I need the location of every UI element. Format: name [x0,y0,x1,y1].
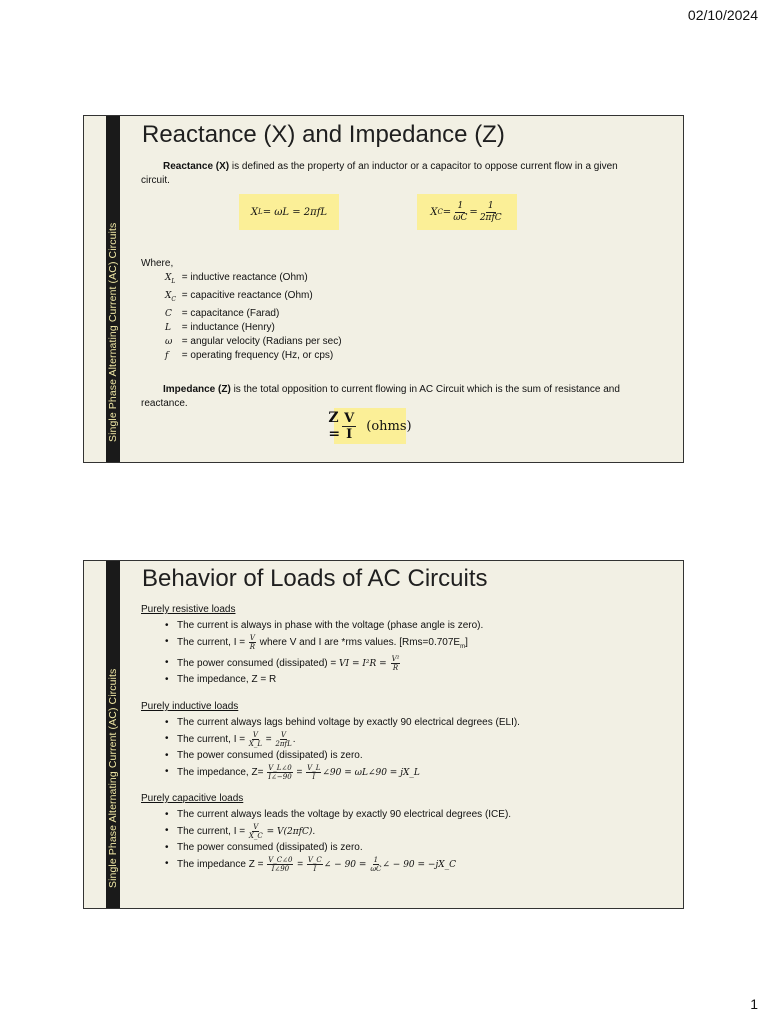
list-item: • The current always leads the voltage by exactly 90 electrical degrees (ICE). [177,807,653,823]
formula-subscript: L [258,208,263,216]
section-heading: Purely resistive loads [141,604,236,615]
definition-row: ω = angular velocity (Radians per sec) [165,335,342,347]
section-heading: Purely capacitive loads [141,793,244,804]
sidebar-text: Single Phase Alternating Current (AC) Circuits [107,668,119,888]
slide-title: Behavior of Loads of AC Circuits [142,565,488,592]
slide-title: Reactance (X) and Impedance (Z) [142,121,505,148]
definition-row: C = capacitance (Farad) [165,307,280,319]
impedance-formula [328,408,412,444]
slide-behavior-of-loads [83,560,684,909]
list-item: • The power consumed (dissipated) is zero. [177,840,653,856]
slide-sidebar [106,116,120,462]
inductive-reactance-formula [239,194,339,230]
list-item: • The current, I = $\frac{V}{R}$ where V and I are *rms values. $[Rms=0.707E_m]$ [177,634,653,655]
list-item: • The impedance, Z= $\frac{V\_L\angle 0}{I\angle-90}$ = $\frac{V\_L}{I}$ ∠90 = ωL∠90 = jX_L [177,764,653,781]
formula-symbol: X [250,206,259,218]
list-item: • The current always lags behind voltage by exactly 90 electrical degrees (ELI). [177,715,653,731]
impedance-definition [141,383,641,411]
list-item: • The current, I = $\frac{V}{X\_C}$ = V(2πfC). [177,823,653,840]
formula-subscript: C [437,208,443,216]
formula-symbol: Z = [328,410,341,442]
resistive-loads-section [141,602,653,688]
list-item: • The impedance, Z = R [177,672,653,688]
formula-unit: (ohms) [366,418,412,434]
reactance-term: Reactance (X) [163,161,230,172]
sidebar-text: Single Phase Alternating Current (AC) Circuits [107,222,119,442]
inductive-loads-section [141,699,653,781]
capacitive-reactance-formula [417,194,517,230]
page-date: 02/10/2024 [687,7,758,23]
definition-row: $X_L$ = inductive reactance (Ohm) [165,272,308,285]
formula-symbol: X [430,206,438,218]
page-number: 1 [750,996,758,1012]
section-heading: Purely inductive loads [141,701,239,712]
fraction: $\frac{V}{I}$ [344,410,355,442]
where-label: Where, [141,258,174,269]
slide-sidebar [106,561,120,908]
list-item: • The current, I = $\frac{V}{X\_L}$ = V 2πfL . [177,731,653,748]
formula-equals: = [442,206,452,218]
slide-reactance-impedance [83,115,684,463]
list-item: • The current is always in phase with the voltage (phase angle is zero). [177,618,653,634]
definition-row: $X_C$ = capacitive reactance (Ohm) [165,289,313,303]
formula-expression: = ωL = 2πfL [262,206,328,218]
fraction: $\frac{1}{\omega C}$ [453,200,468,223]
list-item: • The power consumed (dissipated) = VI = I²R = $\frac{\text{V²}}{R}$ [177,655,653,672]
reactance-definition [141,160,641,188]
impedance-text: is the total opposition to current flowing in AC Circuit which is the sum of resistance and reactance. [141,384,620,409]
reactance-text: is defined as the property of an inductor or a capacitor to oppose current flow in a given circuit. [141,161,618,186]
definitions-list [141,257,342,363]
list-item: • The impedance Z = $\frac{V\_C\angle 0}{I\angle 90}$ = $\frac{V\_C}{I}$ ∠ − 90 = $\frac{1}{\omega C}$ ∠ − 90 = −jX_C [177,856,653,873]
list-item: • The power consumed (dissipated) is zero. [177,748,653,764]
capacitive-loads-section [141,791,653,873]
impedance-term: Impedance (Z) [163,384,231,395]
fraction: $\frac{1}{\text{2πfC}}$ [479,200,502,223]
definition-row: L = inductance (Henry) [165,321,275,333]
definition-row: f = operating frequency (Hz, or cps) [165,349,334,361]
formula-equals: = [469,206,478,218]
